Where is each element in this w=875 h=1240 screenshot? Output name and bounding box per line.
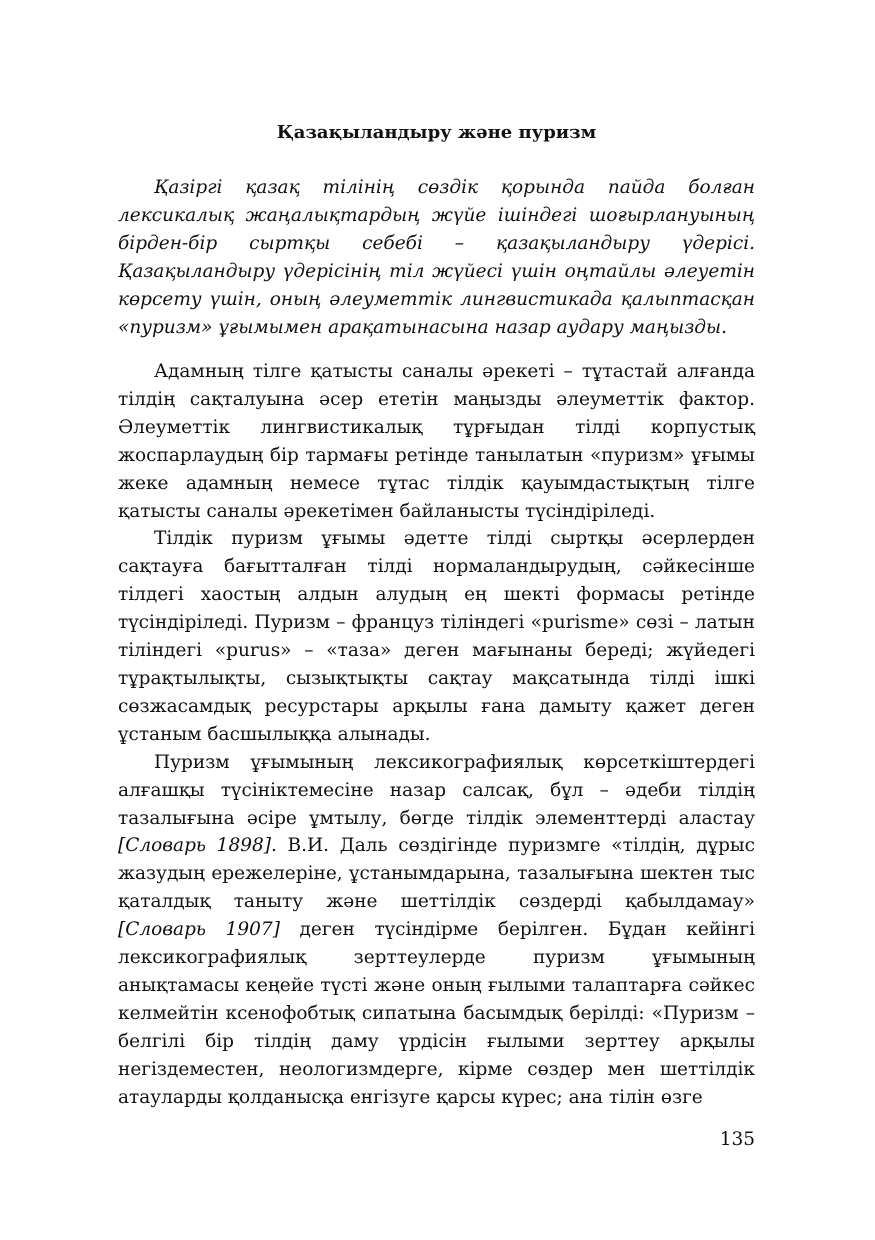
paragraph-1: Адамның тілге қатысты саналы әрекеті – тұтастай алғанда тілдің сақталуына әсер ететін маңызды әлеуметтік фактор. Әлеуметтік лингвистикалық тұрғыдан тілді корпустық жоспарлаудың бір тармағы ретінде танылатын «пуризм» ұғымы жеке адамның немесе тұтас тілдік қауымдастықтың тілге қатысты саналы әрекетімен байланысты түсіндіріледі. xyxy=(118,361,755,522)
paragraph-3-part-a: Пуризм ұғымының лексикографиялық көрсеткіштердегі алғашқы түсініктемесіне назар салсақ, бұл – әдеби тілдің тазалығына әсіре ұмтылу, бөгде тілдік элементтерді аластау xyxy=(118,751,755,829)
page-number: 135 xyxy=(719,1129,755,1150)
paragraph-3-part-b: . В.И. Даль сөздігінде пуризмге «тілдің, дұрыс жазудың ережелеріне, ұстанымдарына, тазалығына шектен тыс қаталдық таныту және шеттілдік сөздерді қабылдамау» xyxy=(118,835,755,913)
paragraph-3 xyxy=(118,749,755,1112)
paragraph-3-part-c: деген түсіндірме берілген. Бұдан кейінгі лексикографиялық зерттеулерде пуризм ұғымының анықтамасы кеңейе түсті және оның ғылыми талаптарға сәйкес келмейтін ксенофобтық сипатына басымдық берілді: «Пуризм – белгілі бір тілдің даму үрдісін ғылыми зерттеу арқылы негіздеместен, неологизмдерге, кірме сөздер мен шеттілдік атауларды қолданысқа енгізуге қарсы күрес; ана тілін өзге xyxy=(118,919,755,1108)
citation-1898: [Словарь 1898] xyxy=(118,835,271,857)
paragraph-2: Тілдік пуризм ұғымы әдетте тілді сыртқы әсерлерден сақтауға бағытталған тілді нормаландырудың, сәйкесінше тілдегі хаостың алдын алудың ең шекті формасы ретінде түсіндіріледі. Пуризм – француз тіліндегі «purisme» сөзі – латын тіліндегі «purus» – «таза» деген мағынаны береді; жүйедегі тұрақтылықты, сызықтықты сақтау мақсатында тілді ішкі сөзжасамдық ресурстары арқылы ғана дамыту қажет деген ұстаным басшылыққа алынады. xyxy=(118,528,755,745)
abstract-paragraph: Қазіргі қазақ тілінің сөздік қорында пайда болған лексикалық жаңалықтардың жүйе ішіндегі шоғырлануының бірден-бір сыртқы себебі – қазақыландыру үдерісі. Қазақыландыру үдерісінің тіл жүйесі үшін оңтайлы әлеуетін көрсету үшін, оның әлеуметтік лингвистикада қалыптасқан «пуризм» ұғымымен арақатынасына назар аудару маңызды. xyxy=(118,177,755,338)
section-title: Қазақыландыру және пуризм xyxy=(276,122,597,143)
citation-1907: [Словарь 1907] xyxy=(118,919,280,941)
body-text xyxy=(118,358,755,1111)
